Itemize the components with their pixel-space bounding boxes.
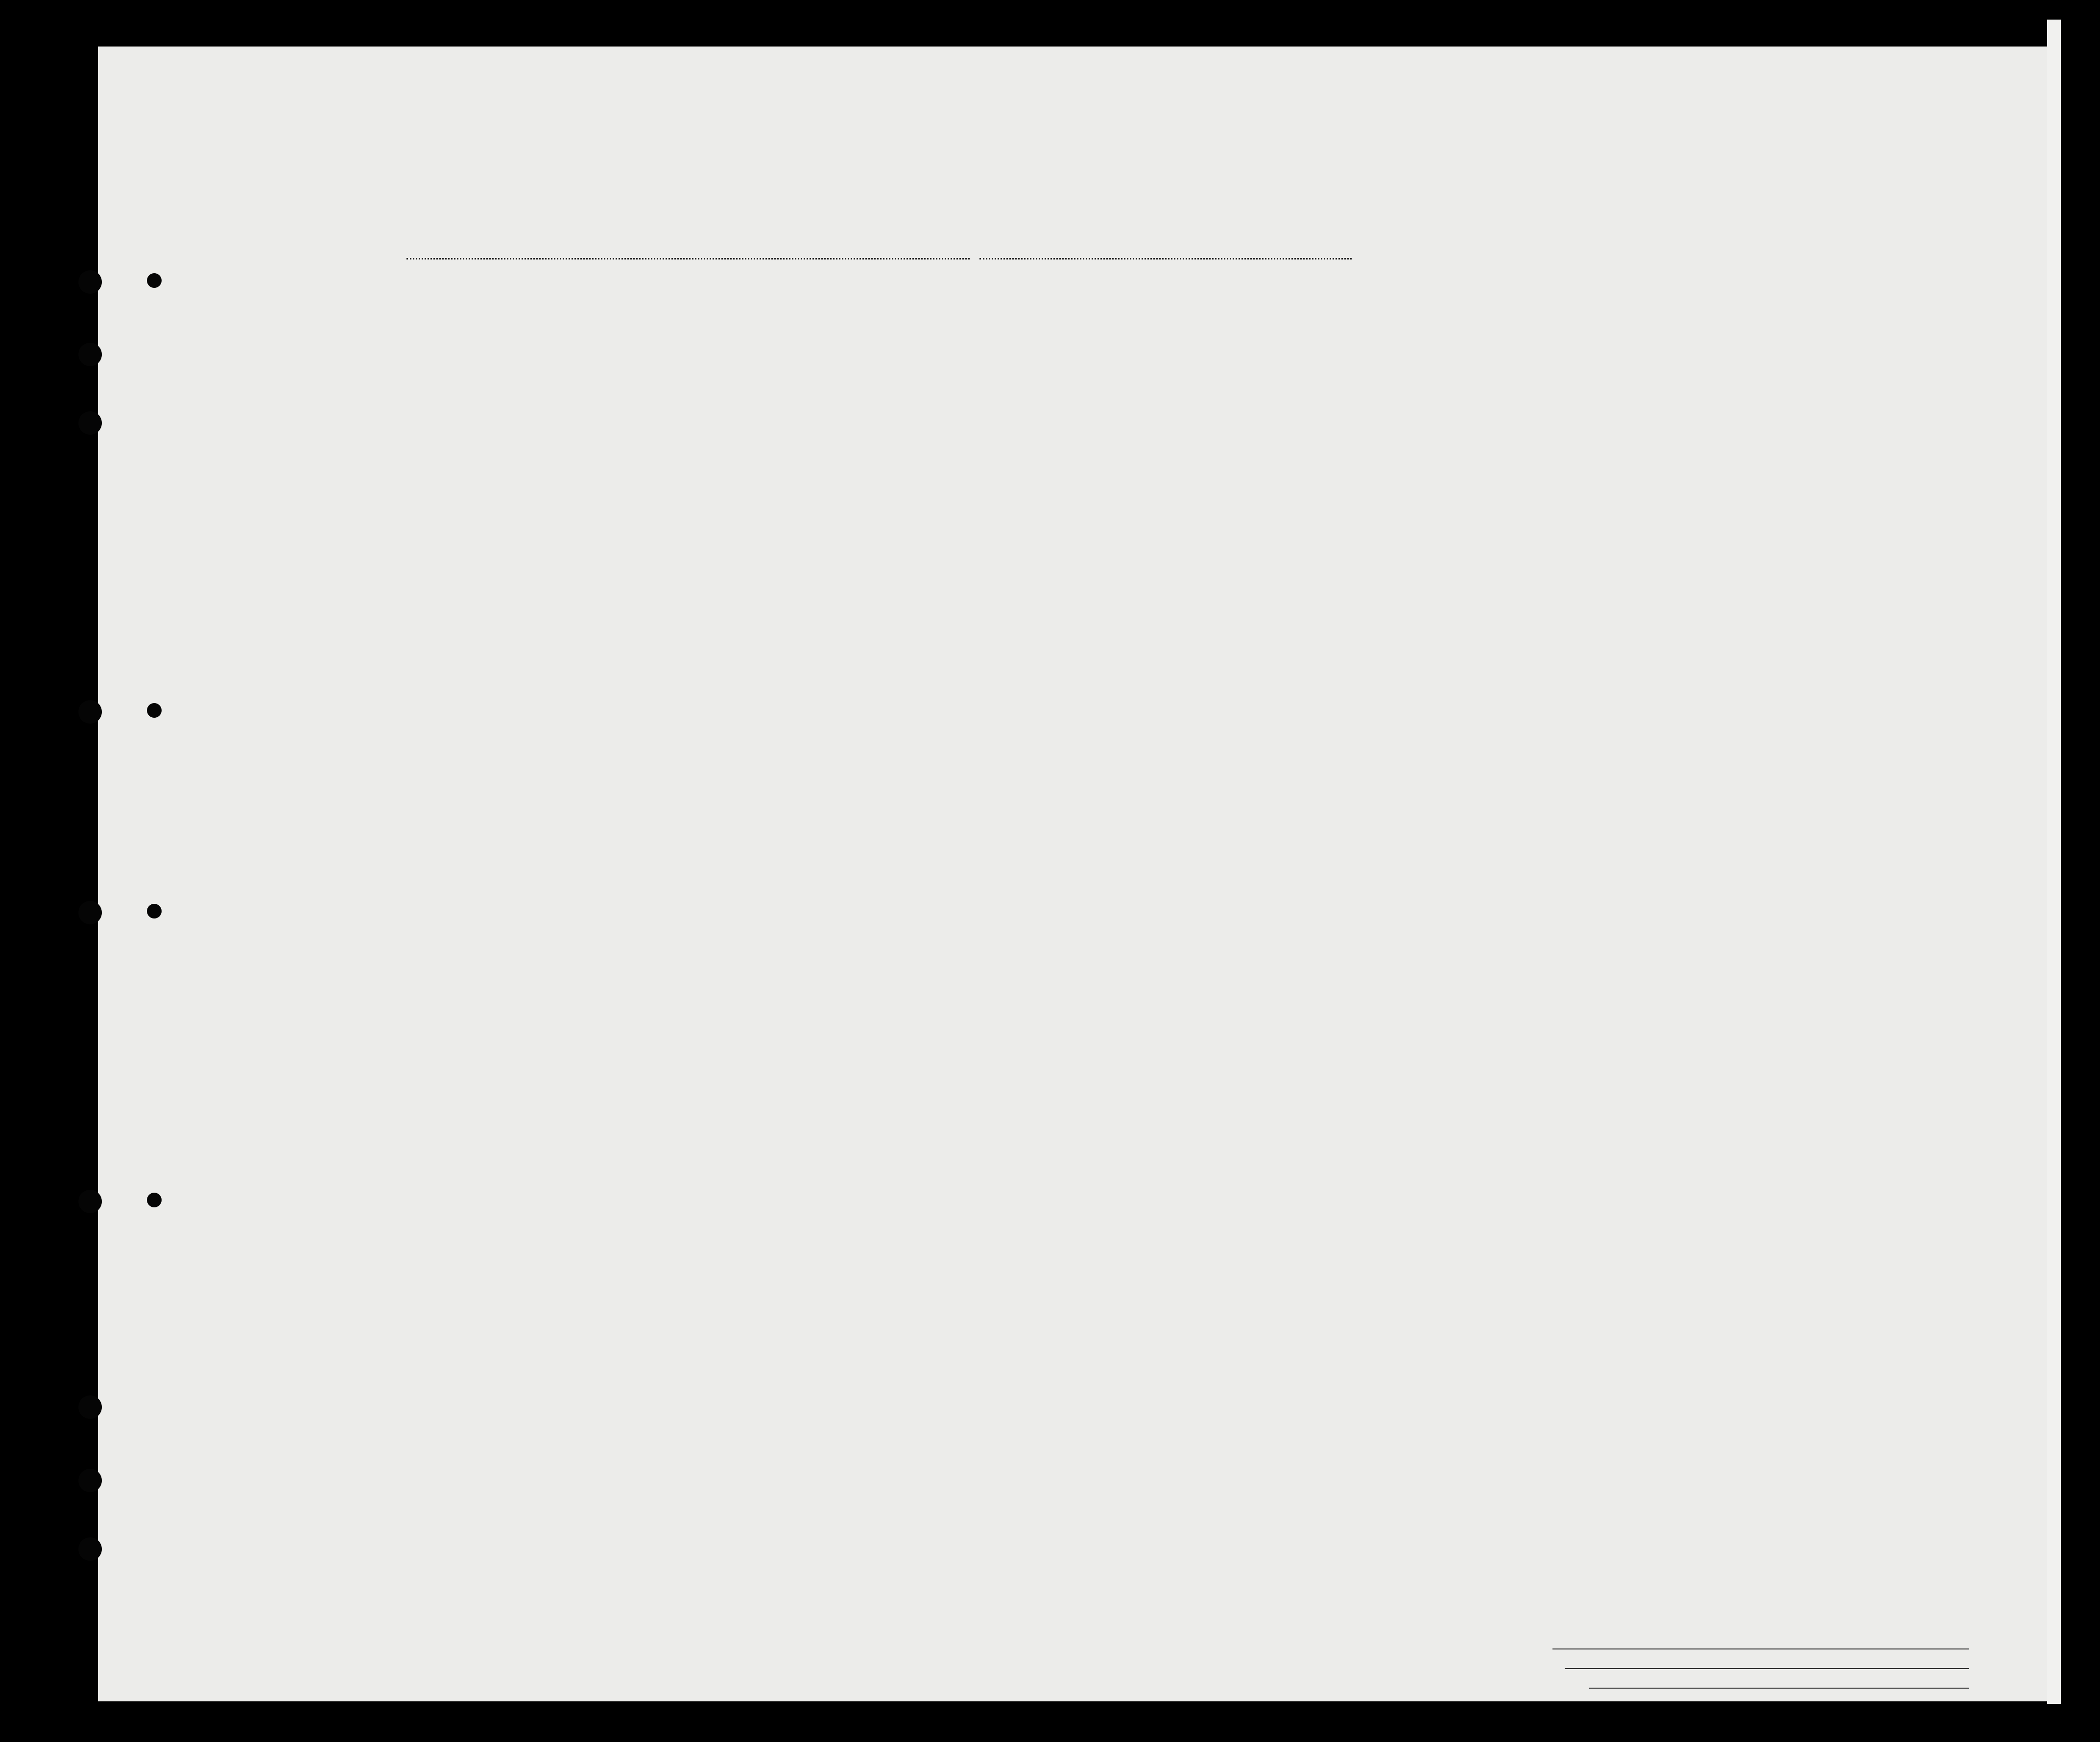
binder-hole: [78, 270, 102, 294]
binder-hole: [147, 904, 162, 918]
page-edge: [2047, 20, 2061, 1704]
binder-hole: [78, 1537, 102, 1561]
binder-hole: [78, 411, 102, 435]
binder-hole: [78, 343, 102, 366]
binder-hole: [78, 1469, 102, 1492]
binder-hole: [147, 273, 162, 288]
local-agents-field[interactable]: [1589, 1688, 1969, 1689]
binder-hole: [78, 1190, 102, 1213]
binder-hole: [147, 703, 162, 718]
manifest-sheet: [98, 47, 2047, 1701]
binder-hole: [78, 901, 102, 924]
line-field[interactable]: [1552, 1648, 1969, 1649]
binder-hole: [78, 700, 102, 724]
port-underline: [406, 258, 970, 259]
owners-field[interactable]: [1565, 1668, 1969, 1669]
binder-hole: [147, 1193, 162, 1207]
binder-hole: [78, 1395, 102, 1419]
date-underline: [979, 258, 1352, 259]
